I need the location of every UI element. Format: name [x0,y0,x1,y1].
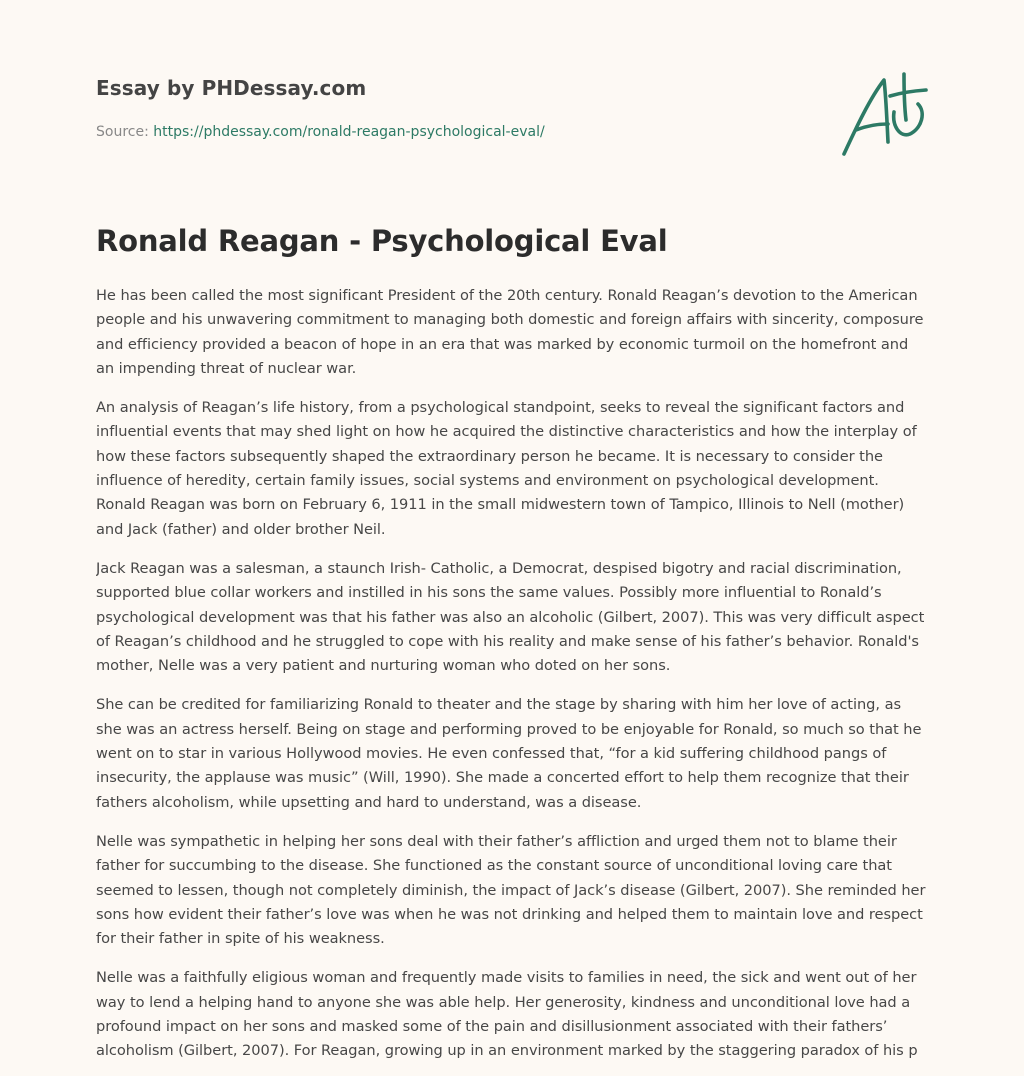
essay-paragraph: Nelle was sympathetic in helping her sons deal with their father’s affliction and urged them not to blame their father for succumbing to the disease. She functioned as the constant source of unconditional loving care that seemed to lessen, though not completely diminish, the impact of Jack’s disease (Gilbert, 2007). She reminded her sons how evident their father’s love was when he was not drinking and helped them to maintain love and respect for their father in spite of his weakness. [96,832,926,948]
essay-paragraph: An analysis of Reagan’s life history, from a psychological standpoint, seeks to reveal the significant factors and influential events that may shed light on how he acquired the distinctive characteristics and how the interplay of how these factors subsequently shaped the extraordinary person he became. It is necessary to consider the influence of heredity, certain family issues, social systems and environment on psychological development. Ronald Reagan was born on February 6, 1911 in the small midwestern town of Tampico, Illinois to Nell (mother) and Jack (father) and older brother Neil. [96,399,917,538]
essay-paragraph: Jack Reagan was a salesman, a staunch Irish- Catholic, a Democrat, despised bigotry and racial discrimination, supported blue collar workers and instilled in his sons the same values. Possibly more influential to Ronald’s psychological development was that his father was also an alcoholic (Gilbert, 2007). This was very difficult aspect of Reagan’s childhood and he struggled to cope with his reality and make sense of his father’s behavior. Ronald's mother, Nelle was a very patient and nurturing woman who doted on her sons. [96,559,925,675]
source-label: Source: [96,124,149,140]
page-header [96,76,928,196]
essay-paragraph: He has been called the most significant President of the 20th century. Ronald Reagan’s devotion to the American people and his unwavering commitment to managing both domestic and foreign affairs with sincerity, composure and efficiency provided a beacon of hope in an era that was marked by economic turmoil on the homefront and an impending threat of nuclear war. [96,287,924,377]
essay-paragraph: She can be credited for familiarizing Ronald to theater and the stage by sharing with him her love of acting, as she was an actress herself. Being on stage and performing proved to be enjoyable for Ronald, so much so that he went on to star in various Hollywood movies. He even confessed that, “for a kid suffering childhood pangs of insecurity, the applause was music” (Will, 1990). She made a concerted effort to help them recognize that their fathers alcoholism, while upsetting and hard to understand, was a disease. [96,696,922,811]
essay-paragraph: Nelle was a faithfully eligious woman and frequently made visits to families in need, the sick and went out of her way to lend a helping hand to anyone she was able help. Her generosity, kindness and unconditional love had a profound impact on her sons and masked some of the pain and disillusionment associated with their fathers’ alcoholism (Gilbert, 2007). For Reagan, growing up in an environment marked by the staggering paradox of his p [96,969,918,1060]
source-link[interactable]: https://phdessay.com/ronald-reagan-psychological-eval/ [153,124,545,140]
brand-title: Essay by PHDessay.com [96,76,367,100]
a-plus-logo-icon [830,68,934,164]
essay-title: Ronald Reagan - Psychological Eval [96,224,668,258]
source-line [96,124,545,140]
essay-body [96,284,928,1076]
